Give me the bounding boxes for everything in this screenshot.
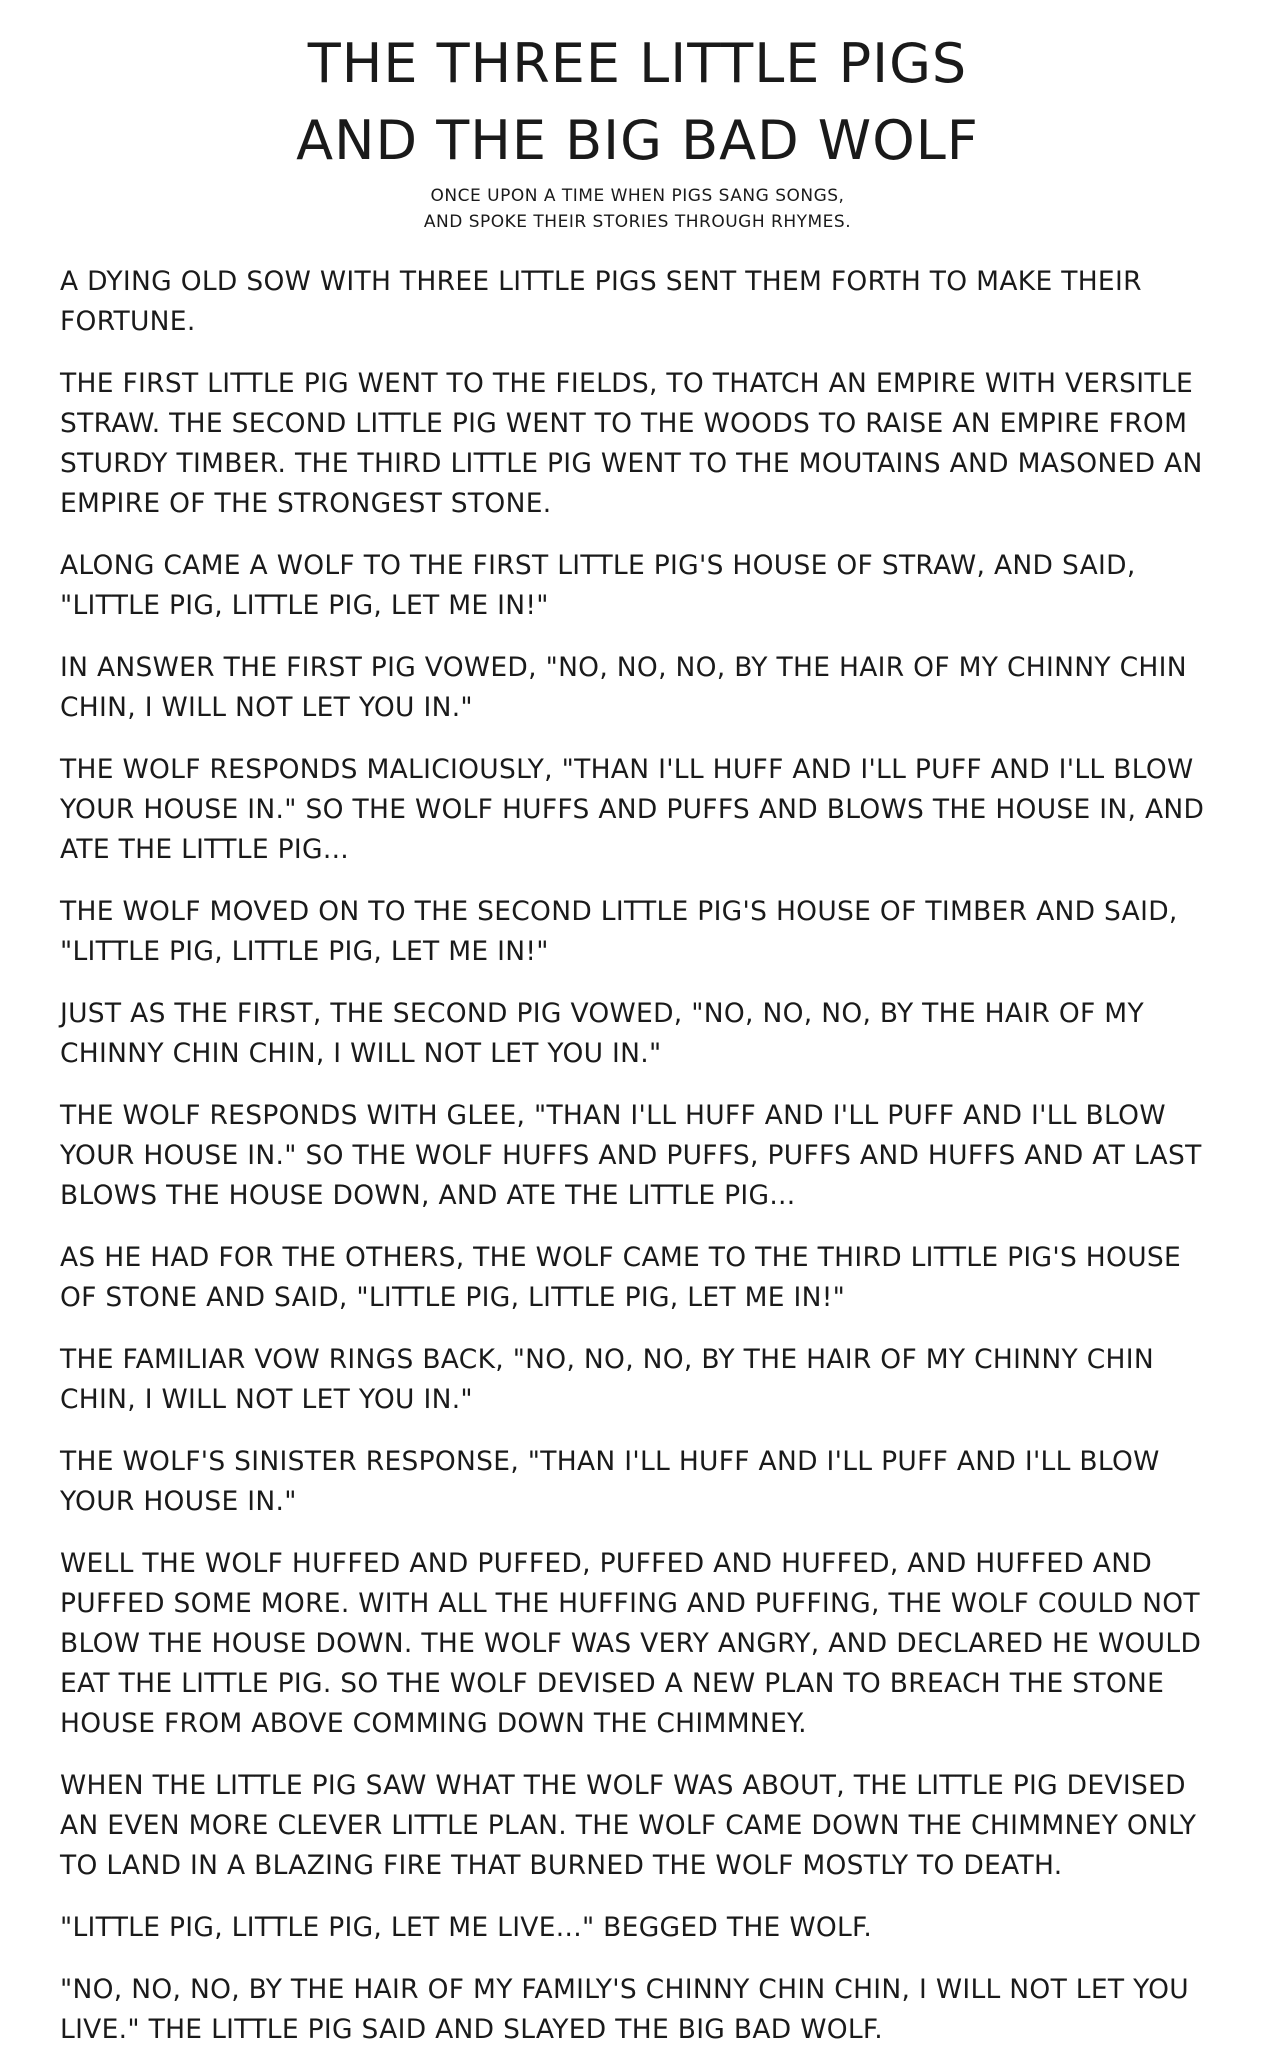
paragraph: AS HE HAD FOR THE OTHERS, THE WOLF CAME TO THE THIRD LITTLE PIG'S HOUSE OF STONE AND SAID, "LITTLE PIG, LITTLE PIG, LET ME IN!" [60, 1242, 1182, 1313]
paragraph: "LITTLE PIG, LITTLE PIG, LET ME LIVE..." BEGGED THE WOLF. [60, 1912, 873, 1943]
title-line-2: AND THE BIG BAD WOLF [296, 109, 979, 172]
paragraph: THE WOLF RESPONDS WITH GLEE, "THAN I'LL HUFF AND I'LL PUFF AND I'LL BLOW YOUR HOUSE IN." SO THE WOLF HUFFS AND PUFFS, PUFFS AND HUFFS AND AT LAST BLOWS THE HOUSE DOWN, AND ATE THE LITTLE PIG... [60, 1100, 1202, 1211]
paragraph: JUST AS THE FIRST, THE SECOND PIG VOWED, "NO, NO, NO, BY THE HAIR OF MY CHINNY CHIN CHIN, I WILL NOT LET YOU IN." [60, 998, 1144, 1069]
paragraph: THE WOLF RESPONDS MALICIOUSLY, "THAN I'LL HUFF AND I'LL PUFF AND I'LL BLOW YOUR HOUSE IN." SO THE WOLF HUFFS AND PUFFS AND BLOWS THE HOUSE IN, AND ATE THE LITTLE PIG... [60, 754, 1205, 865]
paragraph: IN ANSWER THE FIRST PIG VOWED, "NO, NO, NO, BY THE HAIR OF MY CHINNY CHIN CHIN, I WILL NOT LET YOU IN." [60, 652, 1187, 723]
subtitle-line-1: ONCE UPON A TIME WHEN PIGS SANG SONGS, [430, 186, 845, 206]
paragraph: THE WOLF MOVED ON TO THE SECOND LITTLE PIG'S HOUSE OF TIMBER AND SAID, "LITTLE PIG, LITTLE PIG, LET ME IN!" [60, 896, 1178, 967]
paragraph: THE FAMILIAR VOW RINGS BACK, "NO, NO, NO, BY THE HAIR OF MY CHINNY CHIN CHIN, I WILL NOT LET YOU IN." [60, 1344, 1154, 1415]
paragraph: A DYING OLD SOW WITH THREE LITTLE PIGS SENT THEM FORTH TO MAKE THEIR FORTUNE. [60, 266, 1142, 337]
paragraph: WHEN THE LITTLE PIG SAW WHAT THE WOLF WAS ABOUT, THE LITTLE PIG DEVISED AN EVEN MORE CLEVER LITTLE PLAN. THE WOLF CAME DOWN THE CHIMMNEY ONLY TO LAND IN A BLAZING FIRE THAT BURNED THE WOLF MOSTLY TO DEATH. [60, 1770, 1197, 1881]
paragraph: THE FIRST LITTLE PIG WENT TO THE FIELDS, TO THATCH AN EMPIRE WITH VERSITLE STRAW. THE SECOND LITTLE PIG WENT TO THE WOODS TO RAISE AN EMPIRE FROM STURDY TIMBER. THE THIRD LITTLE PIG WENT TO THE MOUTAINS AND MASONED AN EMPIRE OF THE STRONGEST STONE. [60, 368, 1203, 519]
paragraph: "NO, NO, NO, BY THE HAIR OF MY FAMILY'S CHINNY CHIN CHIN, I WILL NOT LET YOU LIVE." THE LITTLE PIG SAID AND SLAYED THE BIG BAD WOLF. [60, 1974, 1190, 2045]
paragraph: WELL THE WOLF HUFFED AND PUFFED, PUFFED AND HUFFED, AND HUFFED AND PUFFED SOME MORE. WITH ALL THE HUFFING AND PUFFING, THE WOLF COULD NOT BLOW THE HOUSE DOWN. THE WOLF WAS VERY ANGRY, AND DECLARED HE WOULD EAT THE LITTLE PIG. SO THE WOLF DEVISED A NEW PLAN TO BREACH THE STONE HOUSE FROM ABOVE COMMING DOWN THE CHIMMNEY. [60, 1548, 1202, 1739]
subtitle-line-2: AND SPOKE THEIR STORIES THROUGH RHYMES. [423, 212, 852, 232]
paragraph: THE WOLF'S SINISTER RESPONSE, "THAN I'LL HUFF AND I'LL PUFF AND I'LL BLOW YOUR HOUSE IN." [60, 1446, 1160, 1517]
paragraph: ALONG CAME A WOLF TO THE FIRST LITTLE PIG'S HOUSE OF STRAW, AND SAID, "LITTLE PIG, LITTLE PIG, LET ME IN!" [60, 550, 1136, 621]
title-line-1: THE THREE LITTLE PIGS [307, 32, 968, 95]
story-body [60, 262, 1225, 2072]
